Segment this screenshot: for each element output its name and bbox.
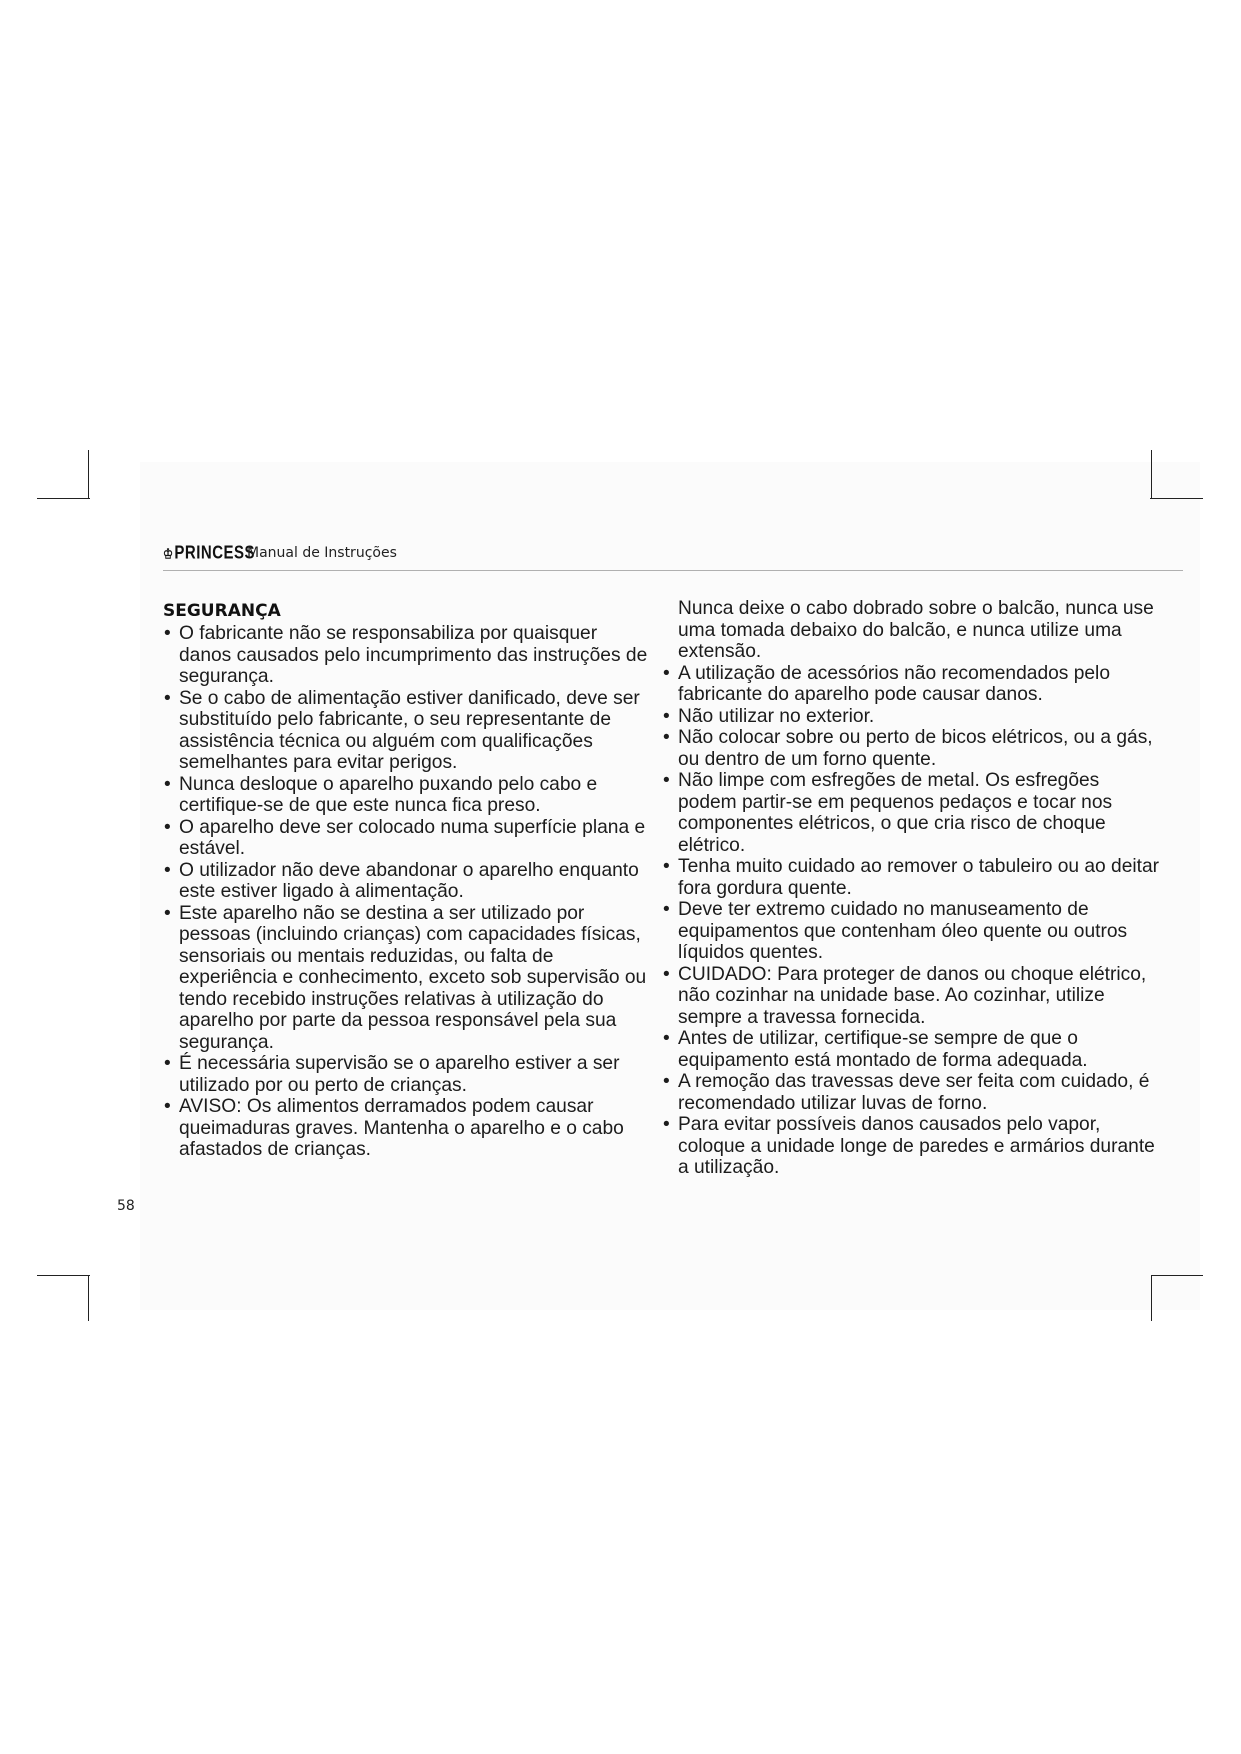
list-item: • CUIDADO: Para proteger de danos ou choque elétrico, não cozinhar na unidade base. Ao cozinhar, utilize sempre a travessa fornecida. — [662, 964, 1162, 1029]
left-column — [163, 600, 653, 1161]
safety-list-right — [662, 663, 1162, 1179]
continuation-text: Nunca deixe o cabo dobrado sobre o balcão, nunca use uma tomada debaixo do balcão, e nunca utilize uma extensão. — [678, 598, 1154, 662]
list-item: • Não utilizar no exterior. — [662, 706, 1162, 728]
list-item: • Para evitar possíveis danos causados pelo vapor, coloque a unidade longe de paredes e armários durante a utilização. — [662, 1114, 1162, 1179]
list-item: • É necessária supervisão se o aparelho estiver a ser utilizado por ou perto de crianças. — [163, 1053, 653, 1096]
manual-title: Manual de Instruções — [247, 545, 397, 561]
brand-name: PRINCESS — [174, 542, 256, 564]
list-item: • Tenha muito cuidado ao remover o tabuleiro ou ao deitar fora gordura quente. — [662, 856, 1162, 899]
list-item: • Se o cabo de alimentação estiver danificado, deve ser substituído pelo fabricante, o seu representante de assistência técnica ou alguém com qualificações semelhantes para evitar perigos. — [163, 688, 653, 774]
list-item: • Nunca desloque o aparelho puxando pelo cabo e certifique-se de que este nunca fica preso. — [163, 774, 653, 817]
right-column — [662, 598, 1162, 1179]
list-item: • A utilização de acessórios não recomendados pelo fabricante do aparelho pode causar danos. — [662, 663, 1162, 706]
list-item: • Não colocar sobre ou perto de bicos elétricos, ou a gás, ou dentro de um forno quente. — [662, 727, 1162, 770]
list-item: • O fabricante não se responsabiliza por quaisquer danos causados pelo incumprimento das instruções de segurança. — [163, 623, 653, 688]
list-item: • O utilizador não deve abandonar o aparelho enquanto este estiver ligado à alimentação. — [163, 860, 653, 903]
crown-icon: ♔ — [163, 547, 174, 562]
list-item: • Este aparelho não se destina a ser utilizado por pessoas (incluindo crianças) com capacidades físicas, sensoriais ou mentais reduzidas, ou falta de experiência e conhecimento, exceto sob supervisão ou tendo recebido instruções relativas à utilização do aparelho por parte da pessoa responsável pela sua segurança. — [163, 903, 653, 1054]
list-item: • A remoção das travessas deve ser feita com cuidado, é recomendado utilizar luvas de forno. — [662, 1071, 1162, 1114]
list-item: • O aparelho deve ser colocado numa superfície plana e estável. — [163, 817, 653, 860]
page-number: 58 — [117, 1198, 135, 1214]
list-item: • Antes de utilizar, certifique-se sempre de que o equipamento está montado de forma adequada. — [662, 1028, 1162, 1071]
list-item: • AVISO: Os alimentos derramados podem causar queimaduras graves. Mantenha o aparelho e o cabo afastados de crianças. — [163, 1096, 653, 1161]
page-header — [163, 540, 1183, 571]
brand-logo — [163, 542, 255, 563]
list-item: • Não limpe com esfregões de metal. Os esfregões podem partir-se em pequenos pedaços e tocar nos componentes elétricos, o que cria risco de choque elétrico. — [662, 770, 1162, 856]
safety-list-left — [163, 623, 653, 1161]
section-title: SEGURANÇA — [163, 601, 281, 621]
list-item: • Deve ter extremo cuidado no manuseamento de equipamentos que contenham óleo quente ou outros líquidos quentes. — [662, 899, 1162, 964]
